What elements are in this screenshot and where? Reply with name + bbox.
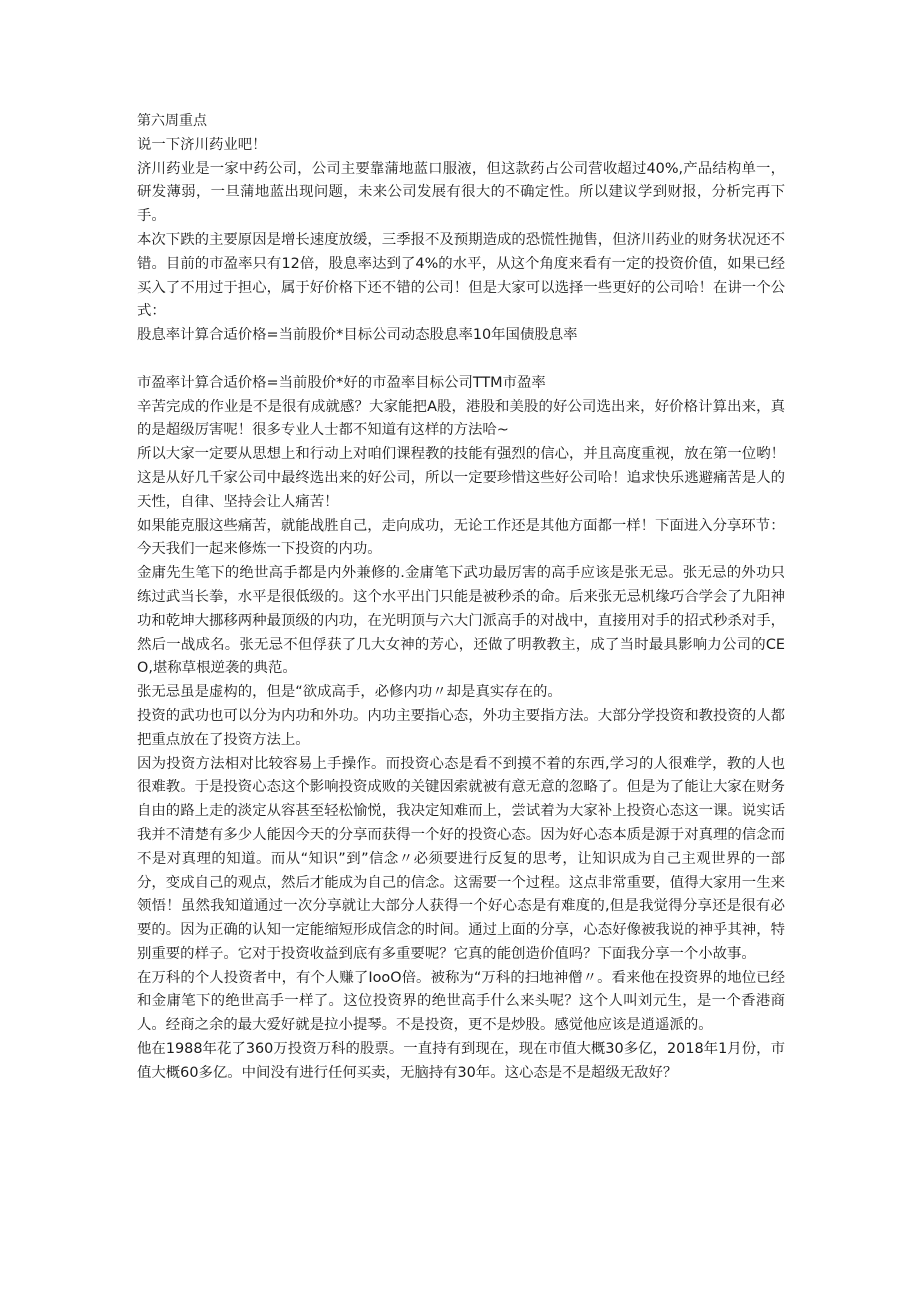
paragraph: 金庸先生笔下的绝世高手都是内外兼修的.金庸笔下武功最厉害的高手应该是张无忌。张无忌的外功只练过武当长拳，水平是很低级的。这个水平出门只能是被秒杀的命。后来张无忌机缘巧合学会了九阳神功和乾坤大挪移两种最顶级的内功，在光明顶与六大门派高手的对战中，直接用对手的招式秒杀对手，然后一战成名。张无忌不但俘获了几大女神的芳心，还做了明教教主，成了当时最具影响力公司的CEO,堪称草根逆袭的典范。 — [137, 565, 785, 677]
document-page — [137, 110, 785, 1086]
paragraph: 张无忌虽是虚构的，但是“欲成高手，必修内功〃却是真实存在的。 — [137, 684, 562, 701]
document-title: 第六周重点 — [137, 113, 207, 129]
paragraph: 本次下跌的主要原因是增长速度放缓，三季报不及预期造成的恐慌性抛售，但济川药业的财务状况还不错。目前的市盈率只有12倍，股息率达到了4%的水平，从这个角度来看有一定的投资价值，如果已经买入了不用过于担心，属于好价格下还不错的公司！但是大家可以选择一些更好的公司哈！在讲一个公式： — [137, 231, 785, 320]
paragraph: 说一下济川药业吧！ — [137, 136, 267, 153]
paragraph: 投资的武功也可以分为内功和外功。内功主要指心态，外功主要指方法。大部分学投资和教投资的人都把重点放在了投资方法上。 — [137, 707, 785, 748]
formula-pe: 市盈率计算合适价格=当前股价*好的市盈率目标公司TTM市盈率 — [137, 374, 546, 391]
paragraph: 济川药业是一家中药公司，公司主要靠蒲地蓝口服液，但这款药占公司营收超过40%,产品结构单一，研发薄弱，一旦蒲地蓝出现问题，未来公司发展有很大的不确定性。所以建议学到财报，分析完再下手。 — [137, 160, 785, 225]
paragraph: 如果能克服这些痛苦，就能战胜自己，走向成功，无论工作还是其他方面都一样！下面进入分享环节： — [137, 517, 785, 534]
blank-line — [137, 348, 785, 372]
formula-dividend: 股息率计算合适价格=当前股价*目标公司动态股息率10年国债股息率 — [137, 327, 578, 344]
paragraph: 他在1988年花了360万投资万科的股票。一直持有到现在，现在市值大概30多亿，2018年1月份，市值大概60多亿。中间没有进行任何买卖，无脑持有30年。这心态是不是超级无敌好？ — [137, 1041, 785, 1081]
paragraph: 今天我们一起来修炼一下投资的内功。 — [137, 541, 382, 558]
paragraph: 因为投资方法相对比较容易上手操作。而投资心态是看不到摸不着的东西,学习的人很难学，教的人也很难教。于是投资心态这个影响投资成败的关键因索就被有意无意的忽略了。但是为了能让大家在财务自由的路上走的淡定从容甚至轻松愉悦，我决定知难而上，尝试着为大家补上投资心态这一课。说实话我并不清楚有多少人能因今天的分享而获得一个好的投资心态。因为好心态本质是源于对真理的信念而不是对真理的知道。而从“知识”到”信念〃必须要进行反复的思考，让知识成为自己主观世界的一部分，变成自己的观点，然后才能成为自己的信念。这需要一个过程。这点非常重要，值得大家用一生来领悟！虽然我知道通过一次分享就让大部分人获得一个好心态是有难度的,但是我觉得分享还是很有必要的。因为正确的认知一定能缩短形成信念的时间。通过上面的分享，心态好像被我说的神乎其神，特别重要的样子。它对于投资收益到底有多重要呢？它真的能创造价值吗？下面我分享一个小故事。 — [137, 755, 785, 962]
paragraph: 辛苦完成的作业是不是很有成就感？大家能把A股，港股和美股的好公司选出来，好价格计算出来，真的是超级厉害呢！很多专业人士都不知道有这样的方法哈~ — [137, 398, 785, 439]
paragraph: 在万科的个人投资者中，有个人赚了IooO倍。被称为“万科的扫地神僧〃。看来他在投资界的地位已经和金庸笔下的绝世高手一样了。这位投资界的绝世高手什么来头呢？这个人叫刘元生，是一个香港商人。经商之余的最大爱好就是拉小提琴。不是投资，更不是炒股。感觉他应该是逍遥派的。 — [137, 969, 785, 1034]
paragraph: 所以大家一定要从思想上和行动上对咱们课程教的技能有强烈的信心，并且高度重视，放在第一位哟！这是从好几千家公司中最终选出来的好公司，所以一定要珍惜这些好公司哈！追求快乐逃避痛苦是人的天性，自律、坚持会让人痛苦！ — [137, 446, 785, 510]
